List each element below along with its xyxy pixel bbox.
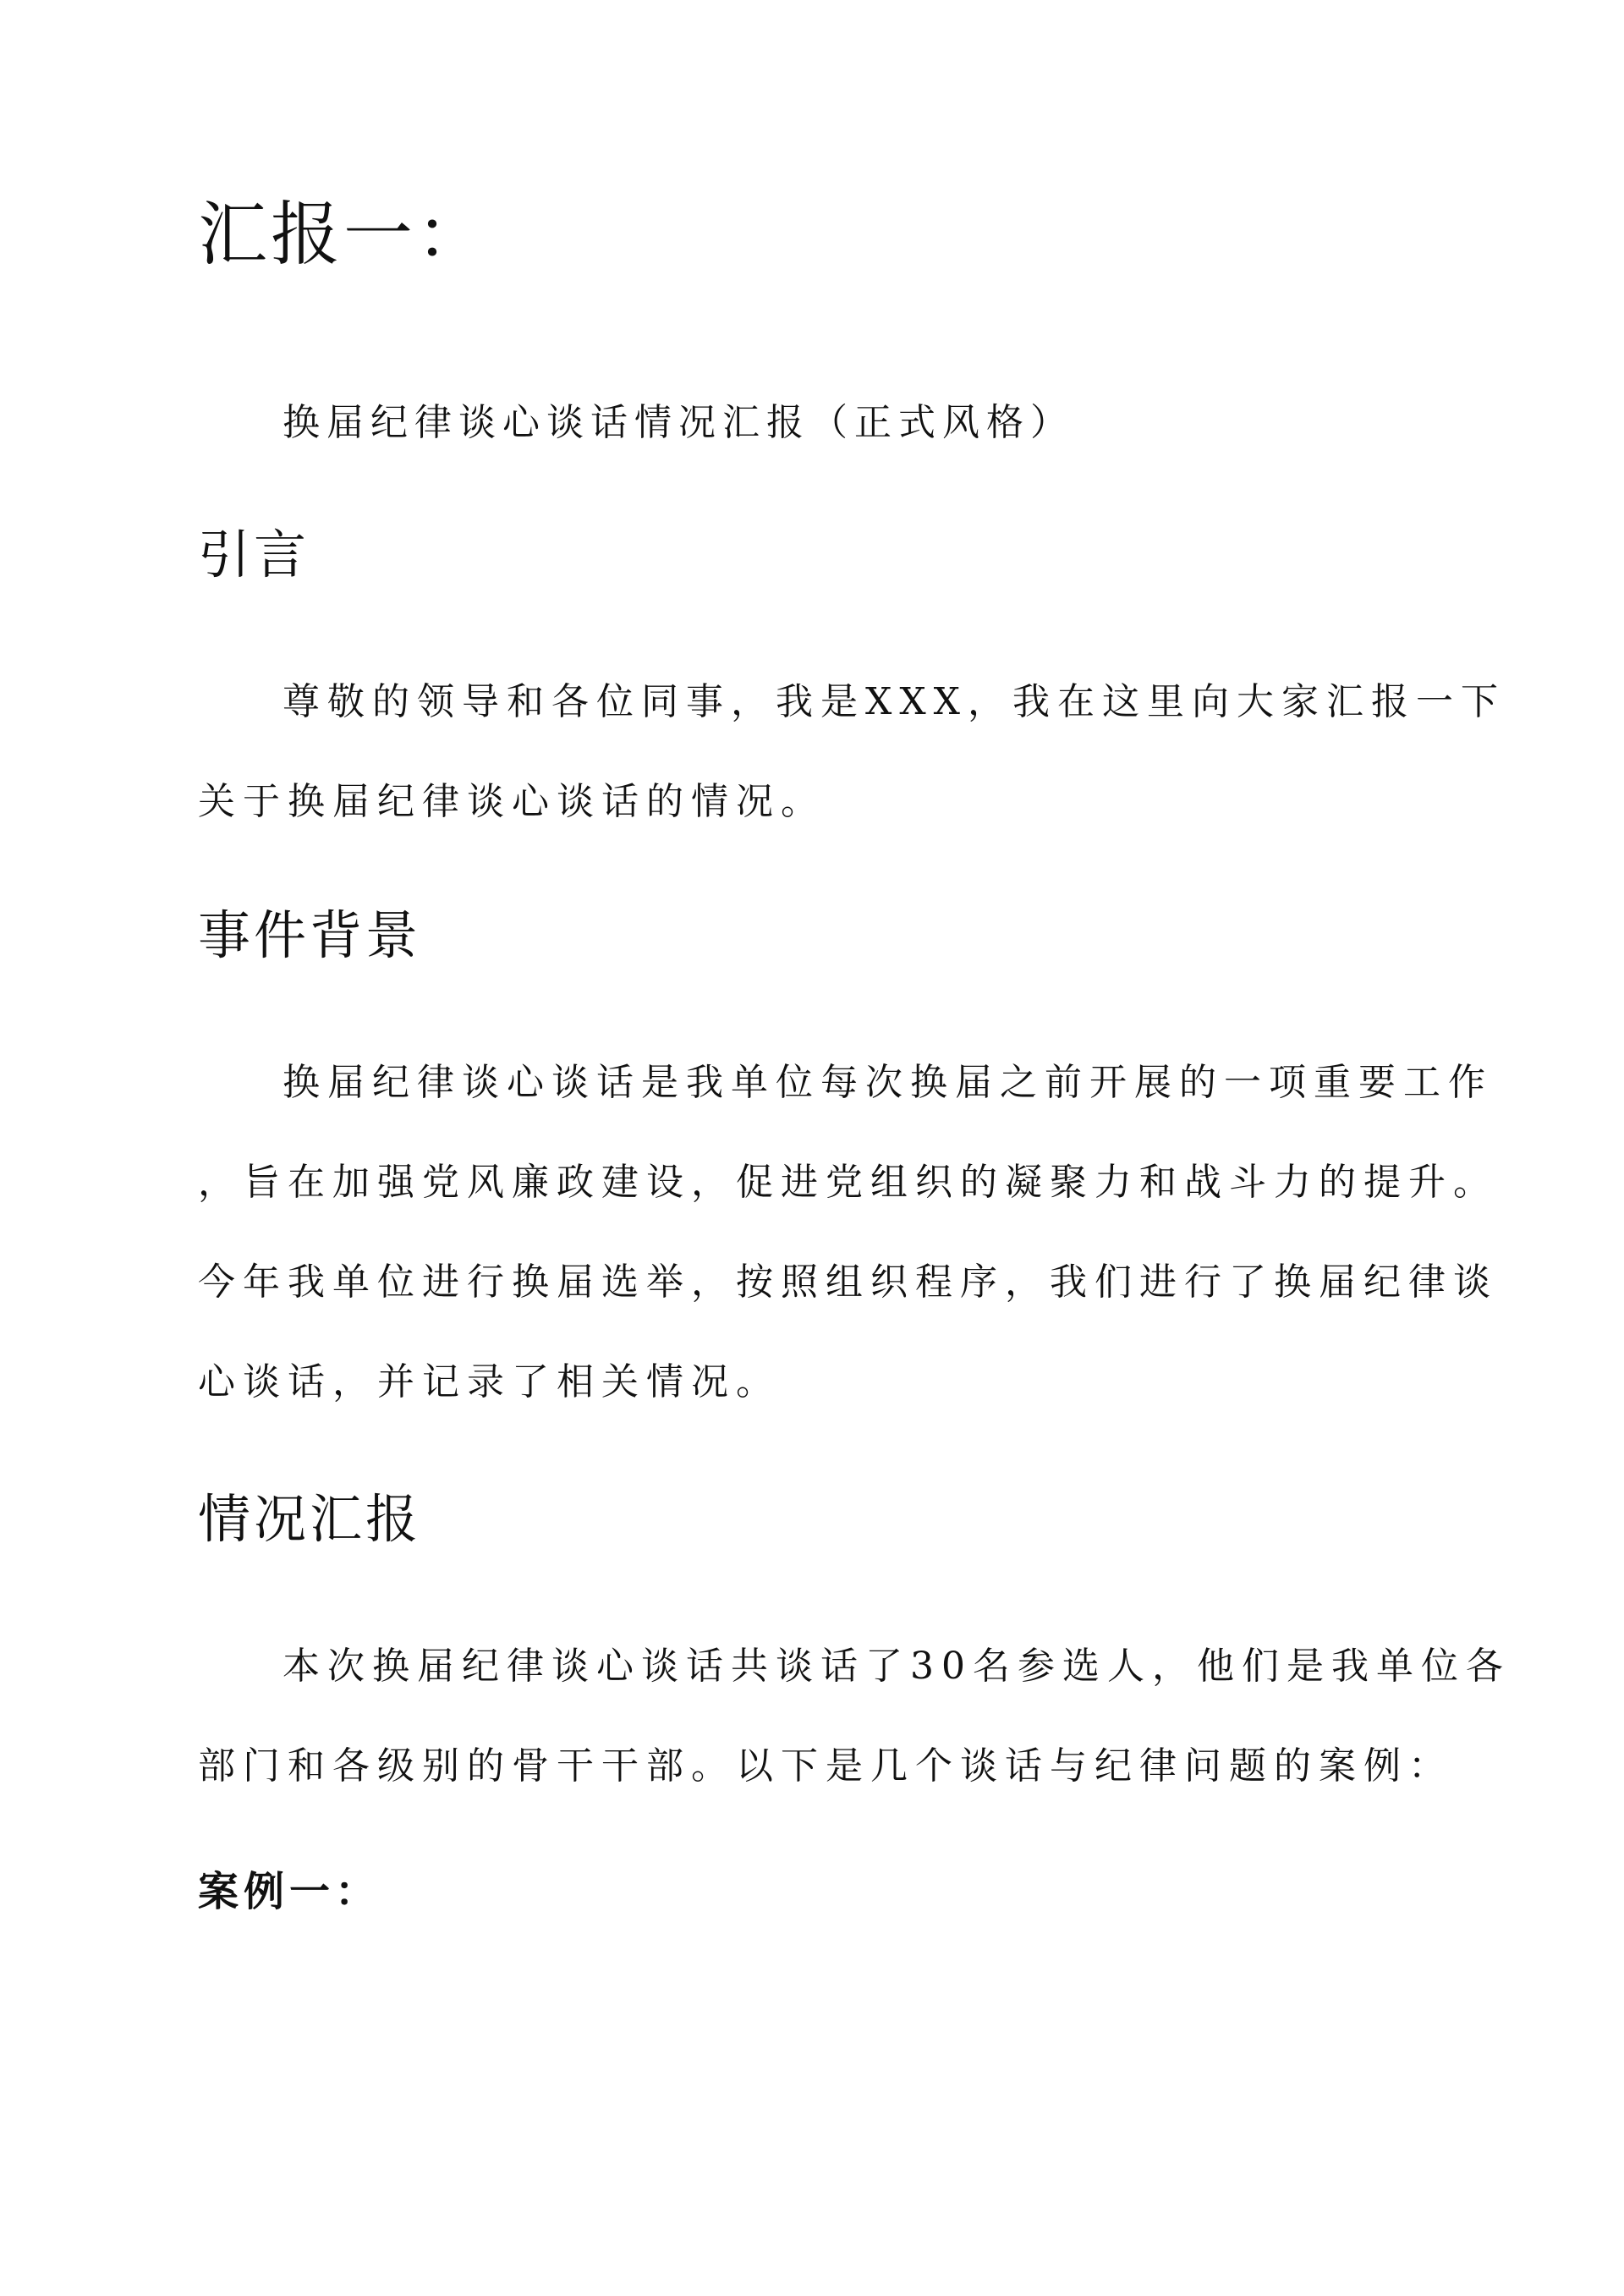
report-paragraph-line-1: 本次换届纪律谈心谈话共谈话了30名参选人，他们是我单位各 [283, 1645, 1511, 1688]
report-paragraph-line-2: 部门和各级别的骨干干部。以下是几个谈话与纪律问题的案例： [198, 1744, 1453, 1788]
background-paragraph-line-2: ，旨在加强党风廉政建设，促进党组织的凝聚力和战斗力的提升。 [198, 1161, 1498, 1204]
background-paragraph-line-4: 心谈话，并记录了相关情况。 [198, 1360, 781, 1403]
document-subtitle: 换届纪律谈心谈话情况汇报（正式风格） [283, 401, 1074, 444]
section-heading-intro: 引言 [198, 524, 310, 585]
document-title: 汇报一： [198, 195, 490, 275]
background-paragraph-line-1: 换届纪律谈心谈话是我单位每次换届之前开展的一项重要工作 [283, 1061, 1493, 1104]
case-heading-1: 案例一： [198, 1868, 381, 1915]
background-paragraph-line-3: 今年我单位进行换届选举，按照组织程序，我们进行了换届纪律谈 [198, 1261, 1498, 1304]
section-heading-background: 事件背景 [198, 904, 422, 966]
intro-paragraph-line-2: 关于换届纪律谈心谈话的情况。 [198, 780, 826, 823]
intro-paragraph-line-1: 尊敬的领导和各位同事，我是XXX，我在这里向大家汇报一下 [283, 680, 1506, 723]
section-heading-report: 情况汇报 [198, 1488, 422, 1550]
